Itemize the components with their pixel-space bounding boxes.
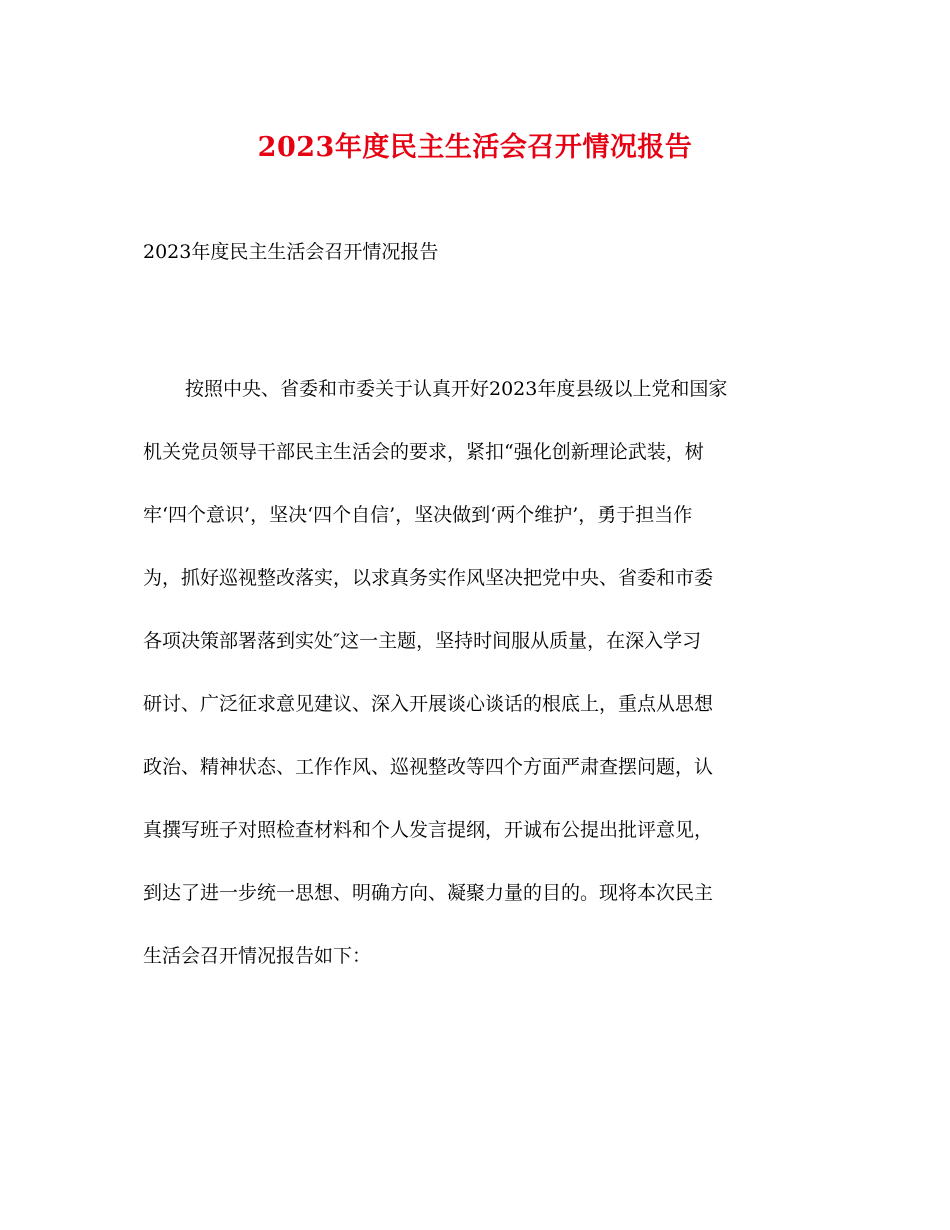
paragraph-line: 为，抓好巡视整改落实，以求真务实作风坚决把党中央、省委和市委: [143, 567, 714, 589]
paragraph-line: 各项决策部署落到实处″这一主题，坚持时间服从质量，在深入学习: [143, 630, 702, 652]
paragraph-line: 政治、精神状态、工作作风、巡视整改等四个方面严肃查摆问题，认: [143, 756, 714, 778]
paragraph-line: 到达了进一步统一思想、明确方向、凝聚力量的目的。现将本次民主: [143, 882, 714, 904]
document-subtitle: 2023年度民主生活会召开情况报告: [143, 241, 439, 263]
paragraph-line: 机关党员领导干部民主生活会的要求，紧扣“强化创新理论武装，树: [143, 441, 704, 463]
document-title: 2023年度民主生活会召开情况报告: [257, 132, 693, 163]
paragraph-line: 按照中央、省委和市委关于认真开好2023年度县级以上党和国家: [185, 378, 728, 400]
paragraph-line: 生活会召开情况报告如下：: [143, 945, 372, 967]
paragraph-line: 研讨、广泛征求意见建议、深入开展谈心谈话的根底上，重点从思想: [143, 693, 714, 715]
paragraph-line: 真撰写班子对照检查材料和个人发言提纲，开诚布公提出批评意见，: [143, 819, 714, 841]
paragraph-line: 牢‘四个意识’，坚决‘四个自信’，坚决做到‘两个维护’，勇于担当作: [143, 504, 693, 526]
